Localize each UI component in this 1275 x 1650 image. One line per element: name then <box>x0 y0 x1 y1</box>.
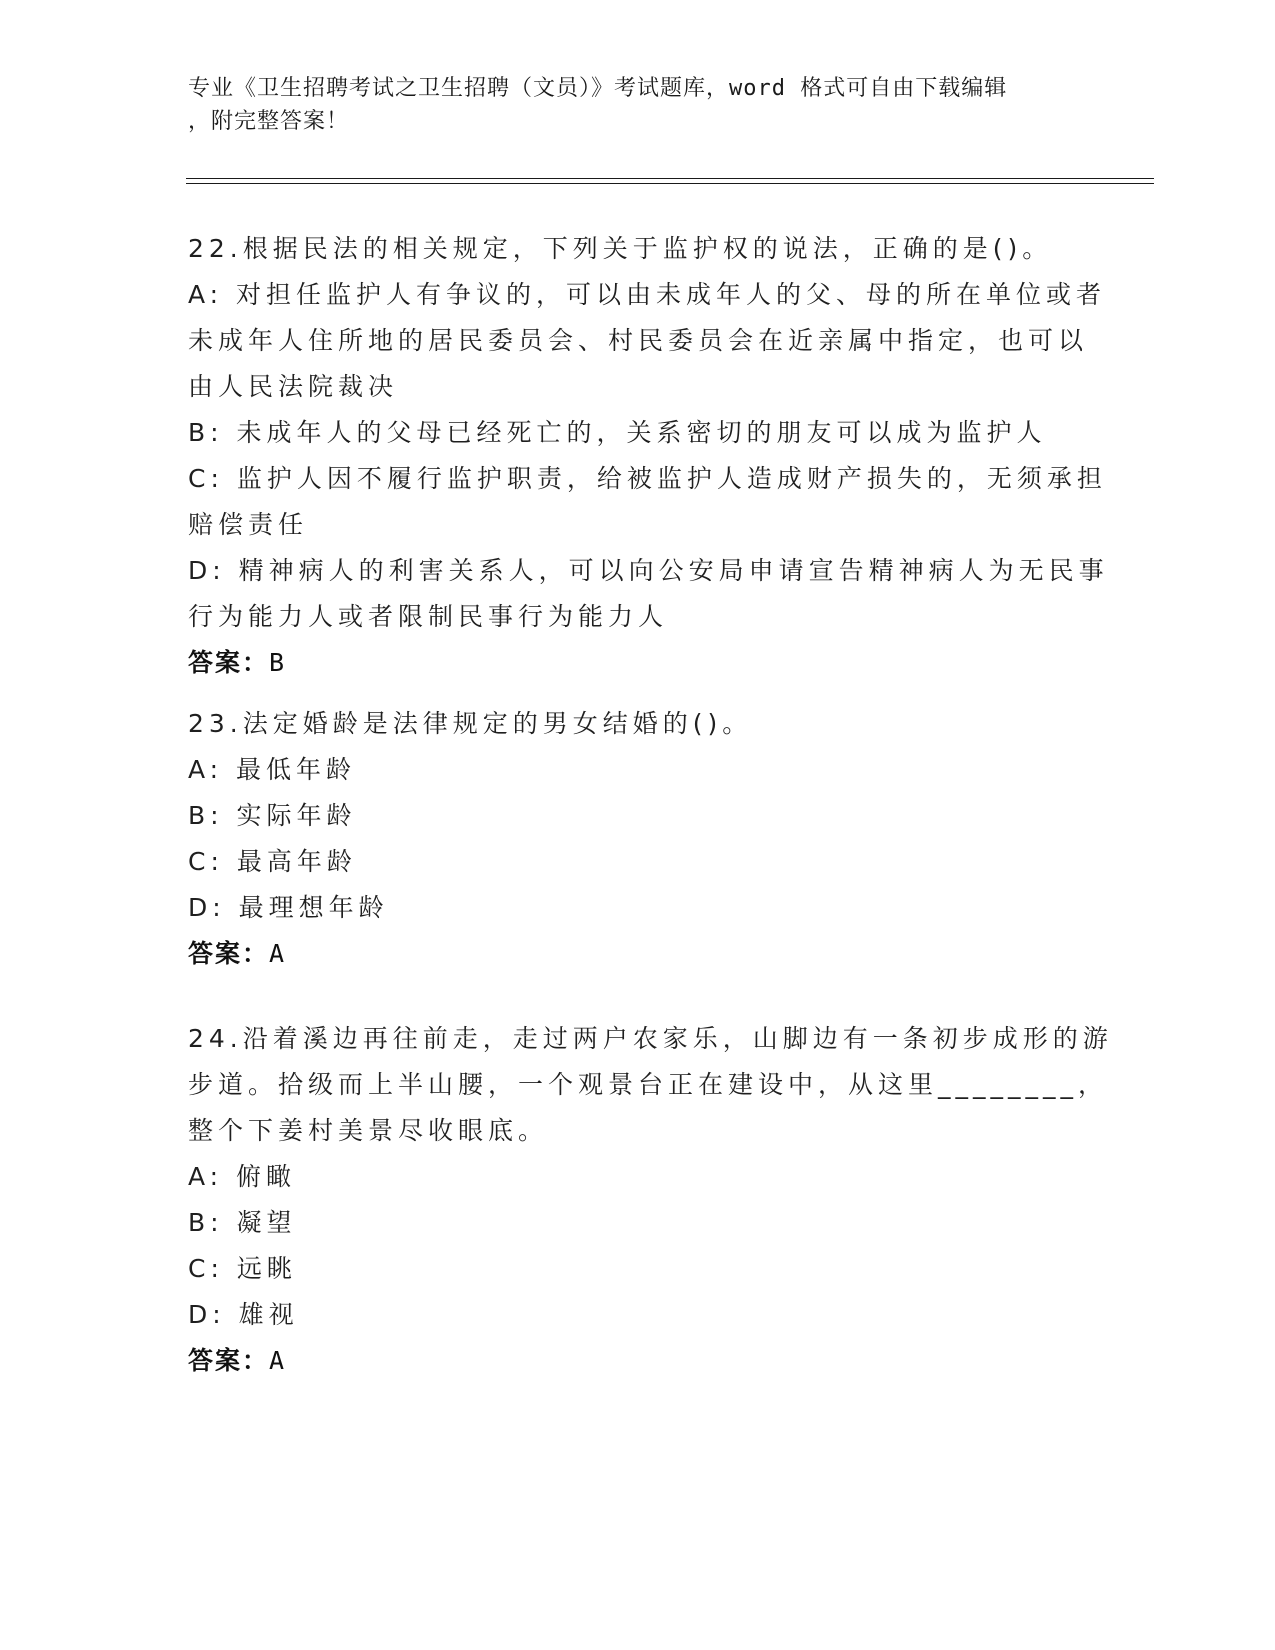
question-24-option-b: B: 凝望 <box>188 1208 297 1237</box>
document-header <box>188 72 1068 138</box>
question-22-option-a: A: 对担任监护人有争议的，可以由未成年人的父、母的所在单位或者 <box>188 280 1107 309</box>
question-24-option-a: A: 俯瞰 <box>188 1162 297 1191</box>
question-22-option-c: C: 监护人因不履行监护职责，给被监护人造成财产损失的，无须承担 <box>188 464 1107 493</box>
header-divider-bottom <box>186 183 1154 184</box>
question-22-option-a-cont: 未成年人住所地的居民委员会、村民委员会在近亲属中指定，也可以 <box>188 326 1089 355</box>
question-23-option-a: A: 最低年龄 <box>188 755 357 784</box>
question-22-option-d-cont: 行为能力人或者限制民事行为能力人 <box>188 602 669 631</box>
question-23-option-d: D: 最理想年龄 <box>188 893 389 922</box>
header-line-1: 专业《卫生招聘考试之卫生招聘（文员）》考试题库，word 格式可自由下载编辑 <box>188 76 1008 101</box>
question-22 <box>188 226 1109 686</box>
answer-value: B <box>269 648 287 677</box>
question-24 <box>188 1016 1113 1384</box>
question-24-stem: 24.沿着溪边再往前走，走过两户农家乐，山脚边有一条初步成形的游 <box>188 1024 1113 1053</box>
header-divider-top <box>186 178 1154 179</box>
question-24-option-d: D: 雄视 <box>188 1300 299 1329</box>
header-line-2: ，附完整答案！ <box>188 109 350 134</box>
question-24-stem-cont: 整个下姜村美景尽收眼底。 <box>188 1116 549 1145</box>
question-23-answer <box>188 931 1088 977</box>
question-24-stem-cont: 步道。拾级而上半山腰，一个观景台正在建设中，从这里________， <box>188 1070 1109 1099</box>
question-22-option-a-cont: 由人民法院裁决 <box>188 372 399 401</box>
question-22-answer <box>188 640 1088 686</box>
question-24-answer <box>188 1338 1088 1384</box>
question-23 <box>188 701 1088 977</box>
answer-label: 答案： <box>188 939 270 968</box>
answer-value: A <box>269 939 287 968</box>
question-22-stem: 22.根据民法的相关规定，下列关于监护权的说法，正确的是()。 <box>188 234 1053 263</box>
question-24-option-c: C: 远眺 <box>188 1254 297 1283</box>
answer-value: A <box>269 1346 287 1375</box>
question-22-option-c-cont: 赔偿责任 <box>188 510 309 539</box>
question-22-option-d: D: 精神病人的利害关系人，可以向公安局申请宣告精神病人为无民事 <box>188 556 1109 585</box>
answer-label: 答案： <box>188 1346 270 1375</box>
question-23-stem: 23.法定婚龄是法律规定的男女结婚的()。 <box>188 709 753 738</box>
answer-label: 答案： <box>188 648 270 677</box>
question-23-option-b: B: 实际年龄 <box>188 801 357 830</box>
question-23-option-c: C: 最高年龄 <box>188 847 357 876</box>
question-22-option-b: B: 未成年人的父母已经死亡的，关系密切的朋友可以成为监护人 <box>188 418 1047 447</box>
